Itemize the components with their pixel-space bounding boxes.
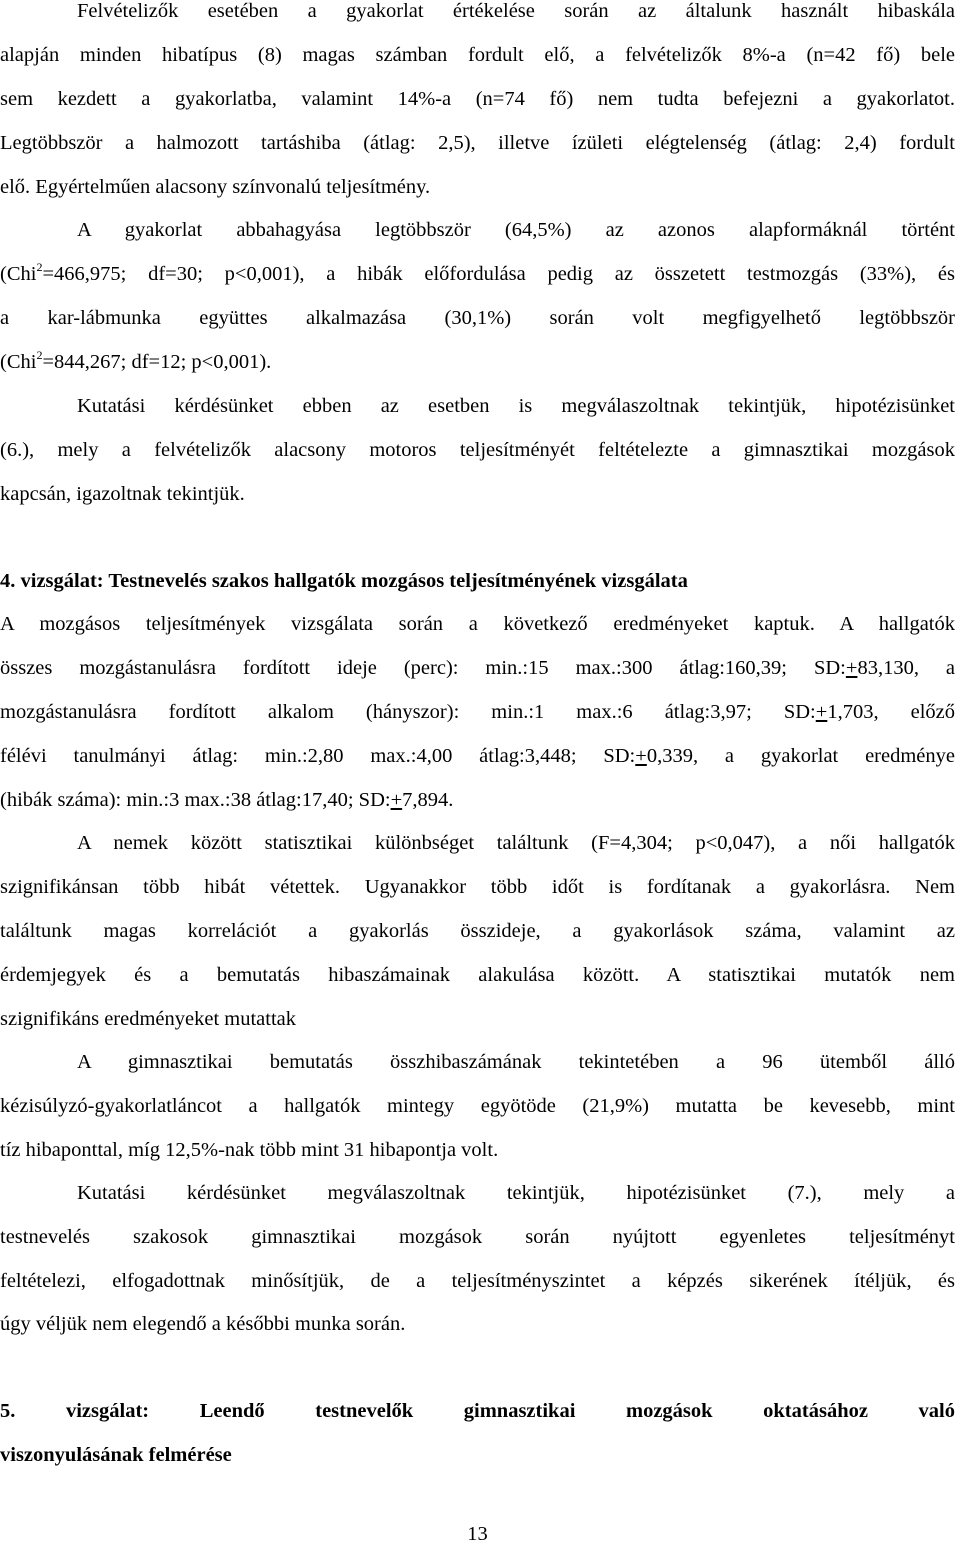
paragraph-5-line-4: érdemjegyek és a bemutatás hibaszámainak alakulása között. A statisztikai mutatók nem — [0, 964, 955, 986]
stat-errors-text: (hibák száma): min.:3 max.:38 átlag:17,40; SD: — [0, 789, 391, 811]
paragraph-7-line-1: Kutatási kérdésünket megválaszoltnak tekintjük, hipotézisünket (7.), mely a — [77, 1182, 955, 1204]
paragraph-6-line-3: tíz hibaponttal, míg 12,5%-nak több mint 31 hibapontja volt. — [0, 1139, 499, 1161]
stat-occasions-sd: 1,703, előző — [827, 701, 955, 723]
paragraph-4-line-3 — [0, 701, 955, 724]
stat-occasions-text: mozgástanulásra fordított alkalom (hányszor): min.:1 max.:6 átlag:3,97; SD: — [0, 701, 816, 723]
paragraph-7-line-4: úgy véljük nem elegendő a későbbi munka során. — [0, 1313, 406, 1335]
stat-time-sd: 83,130, a — [857, 657, 955, 679]
section-heading-4: 4. vizsgálat: Testnevelés szakos hallgatók mozgásos teljesítményének vizsgálata — [0, 570, 688, 592]
plus-minus-sign: + — [845, 657, 858, 679]
paragraph-2-line-1: A gyakorlat abbahagyása legtöbbször (64,5%) az azonos alapformáknál történt — [77, 219, 955, 241]
paragraph-1-line-4: Legtöbbször a halmozott tartáshiba (átlag: 2,5), illetve ízületi elégtelenség (átlag: 2,4) fordult — [0, 132, 955, 154]
page-number: 13 — [467, 1523, 488, 1545]
section-heading-5-line-2: viszonyulásának felmérése — [0, 1444, 232, 1466]
plus-minus-sign: + — [815, 701, 828, 723]
section-heading-5-line-1: 5. vizsgálat: Leendő testnevelők gimnasztikai mozgások oktatásához való — [0, 1400, 955, 1422]
paragraph-4-line-1: A mozgásos teljesítmények vizsgálata során a következő eredményeket kaptuk. A hallgatók — [0, 613, 955, 635]
paragraph-7-line-3: feltételezi, elfogadottnak minősítjük, de a teljesítményszintet a képzés sikerének ítéljük, és — [0, 1270, 955, 1292]
paragraph-1-line-1: Felvételizők esetében a gyakorlat értékelése során az általunk használt hibaskála — [77, 0, 955, 22]
paragraph-1-line-2: alapján minden hibatípus (8) magas számban fordult elő, a felvételizők 8%-a (n=42 fő) bele — [0, 44, 955, 66]
paragraph-2-line-2 — [0, 260, 955, 286]
chi-label: (Chi — [0, 263, 37, 285]
paragraph-4-line-4 — [0, 745, 955, 768]
plus-minus-sign: + — [390, 789, 403, 811]
paragraph-1-line-5: elő. Egyértelműen alacsony színvonalú teljesítmény. — [0, 176, 431, 198]
chi-stats-1: =466,975; df=30; p<0,001), a hibák előfordulása pedig az összetett testmozgás (33%), és — [42, 263, 955, 285]
paragraph-4-line-2 — [0, 657, 955, 680]
paragraph-5-line-2: szignifikánsan több hibát vétettek. Ugyanakkor több időt is fordítanak a gyakorlásra. Nem — [0, 876, 955, 898]
paragraph-3-line-3: kapcsán, igazoltnak tekintjük. — [0, 483, 245, 505]
plus-minus-sign: + — [635, 745, 647, 767]
chi-superscript: 2 — [36, 348, 43, 362]
chi-label: (Chi — [0, 351, 37, 373]
stat-grade-text: félévi tanulmányi átlag: min.:2,80 max.:4,00 átlag:3,448; SD: — [0, 745, 636, 767]
paragraph-6-line-2: kézisúlyzó-gyakorlatláncot a hallgatók mintegy egyötöde (21,9%) mutatta be kevesebb, mint — [0, 1095, 955, 1117]
paragraph-2-line-4 — [0, 348, 955, 374]
paragraph-5-line-1: A nemek között statisztikai különbséget találtunk (F=4,304; p<0,047), a női hallgatók — [77, 832, 955, 854]
paragraph-5-line-5: szignifikáns eredményeket mutattak — [0, 1008, 297, 1030]
paragraph-2-line-3: a kar-lábmunka együttes alkalmazása (30,1%) során volt megfigyelhető legtöbbször — [0, 307, 955, 329]
paragraph-6-line-1: A gimnasztikai bemutatás összhibaszámának tekintetében a 96 ütemből álló — [77, 1051, 955, 1073]
chi-stats-2: =844,267; df=12; p<0,001). — [42, 351, 272, 373]
paragraph-7-line-2: testnevelés szakosok gimnasztikai mozgások során nyújtott egyenletes teljesítményt — [0, 1226, 955, 1248]
paragraph-3-line-1: Kutatási kérdésünket ebben az esetben is megválaszoltnak tekintjük, hipotézisünket — [77, 395, 955, 417]
stat-grade-sd: 0,339, a gyakorlat eredménye — [646, 745, 956, 767]
paragraph-5-line-3: találtunk magas korrelációt a gyakorlás összideje, a gyakorlások száma, valamint az — [0, 920, 955, 942]
stat-time-text: összes mozgástanulásra fordított ideje (perc): min.:15 max.:300 átlag:160,39; SD: — [0, 657, 846, 679]
chi-superscript: 2 — [36, 260, 43, 274]
paragraph-1-line-3: sem kezdett a gyakorlatba, valamint 14%-a (n=74 fő) nem tudta befejezni a gyakorlatot. — [0, 88, 955, 110]
paragraph-3-line-2: (6.), mely a felvételizők alacsony motoros teljesítményét feltételezte a gimnasztikai mozgások — [0, 439, 955, 461]
stat-errors-sd: 7,894. — [402, 789, 454, 811]
paragraph-4-line-5 — [0, 789, 955, 812]
